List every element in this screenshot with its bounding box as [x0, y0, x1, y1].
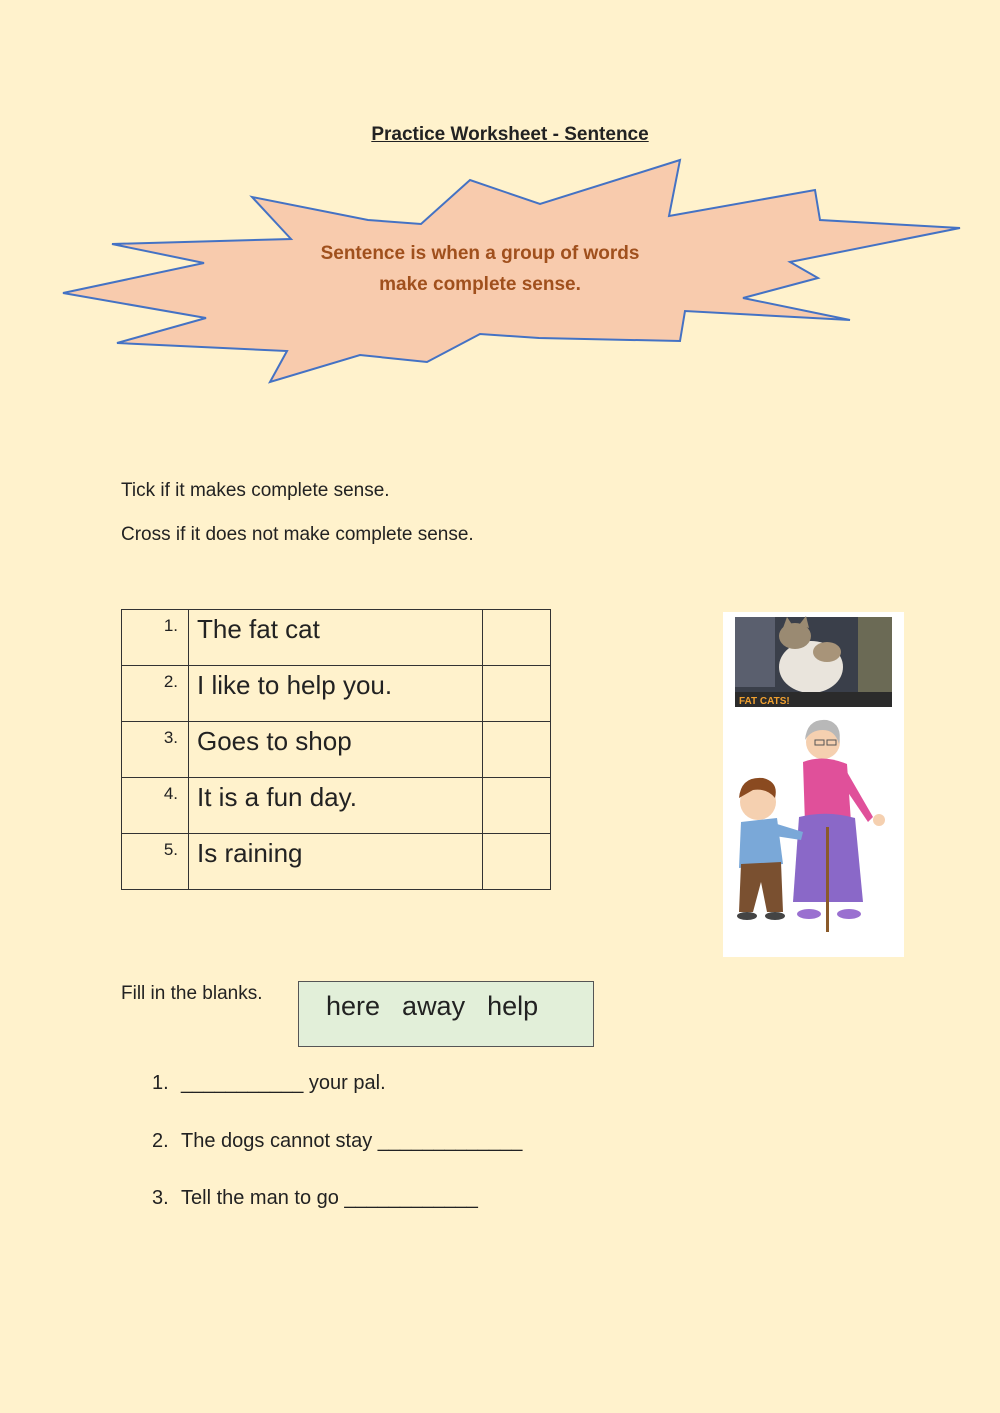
- answer-cell[interactable]: [483, 666, 551, 722]
- table-row: [122, 666, 551, 722]
- sentence-definition: [280, 238, 680, 300]
- fill-blanks-label: Fill in the blanks.: [121, 983, 263, 1004]
- row-number: 1.: [122, 610, 189, 666]
- table-row: [122, 722, 551, 778]
- row-number: 2.: [122, 666, 189, 722]
- cross-instruction: Cross if it does not make complete sense.: [121, 524, 474, 545]
- answer-cell[interactable]: [483, 610, 551, 666]
- word-bank-item: here: [326, 991, 381, 1021]
- answer-cell[interactable]: [483, 778, 551, 834]
- question-number: 1.: [152, 1072, 169, 1094]
- word-bank: [298, 981, 594, 1047]
- answer-cell[interactable]: [483, 834, 551, 890]
- row-phrase: The fat cat: [189, 610, 483, 666]
- cat-caption: FAT CATS!: [739, 696, 790, 707]
- question-number: 2.: [152, 1130, 169, 1152]
- word-bank-item: away: [402, 991, 466, 1021]
- illustrations-panel: [723, 612, 904, 957]
- row-number: 5.: [122, 834, 189, 890]
- row-phrase: Is raining: [189, 834, 483, 890]
- row-number: 4.: [122, 778, 189, 834]
- definition-line-1: Sentence is when a group of words: [320, 243, 640, 264]
- question-text[interactable]: ___________ your pal.: [181, 1072, 386, 1094]
- word-bank-item: help: [487, 991, 539, 1021]
- question-text[interactable]: The dogs cannot stay _____________: [181, 1130, 523, 1152]
- tick-instruction: Tick if it makes complete sense.: [121, 480, 390, 501]
- boy-helping-grandma-image: [737, 720, 885, 932]
- fill-question: [152, 1072, 386, 1095]
- illustrations: [723, 612, 904, 957]
- question-text[interactable]: Tell the man to go ____________: [181, 1187, 478, 1209]
- row-phrase: I like to help you.: [189, 666, 483, 722]
- definition-line-2: make complete sense.: [379, 274, 581, 295]
- row-phrase: Goes to shop: [189, 722, 483, 778]
- fat-cat-image: [735, 616, 892, 707]
- fill-question: [152, 1187, 478, 1210]
- table-row: [122, 778, 551, 834]
- answer-cell[interactable]: [483, 722, 551, 778]
- page-title: Practice Worksheet - Sentence: [371, 124, 649, 145]
- row-number: 3.: [122, 722, 189, 778]
- question-number: 3.: [152, 1187, 169, 1209]
- tick-cross-table: [121, 609, 551, 890]
- table-row: [122, 834, 551, 890]
- row-phrase: It is a fun day.: [189, 778, 483, 834]
- table-row: [122, 610, 551, 666]
- fill-question: [152, 1130, 522, 1153]
